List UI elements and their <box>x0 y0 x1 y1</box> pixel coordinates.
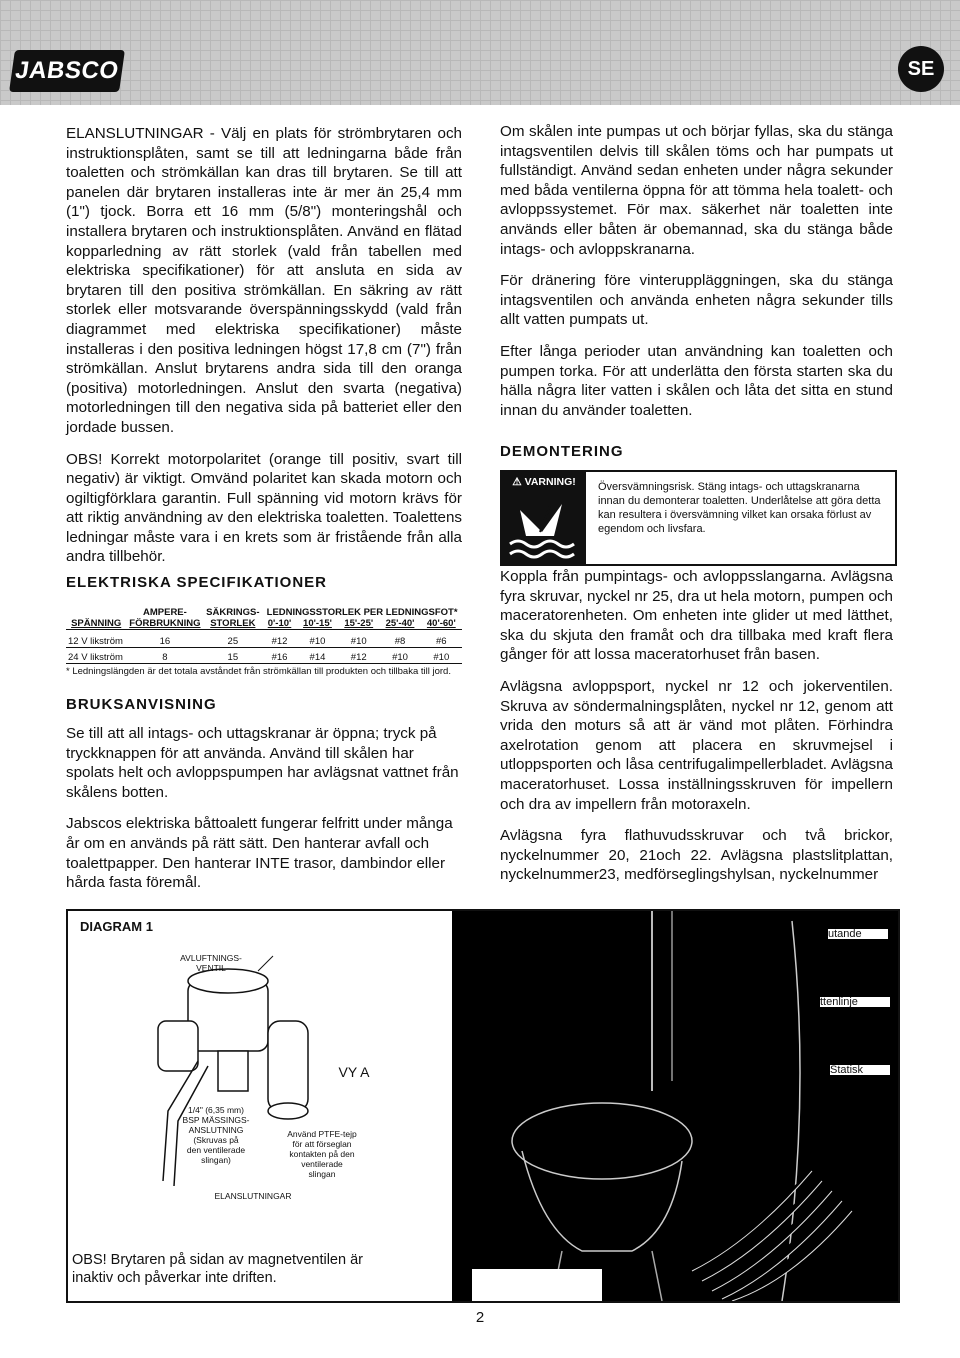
label-vy-a: VY A <box>338 1064 370 1080</box>
table-cell: #10 <box>297 630 338 648</box>
warning-triangle-icon: ⚠ <box>512 476 525 488</box>
table-row <box>66 648 462 664</box>
sinking-boat-icon <box>502 492 586 564</box>
spec-col: 40'-60' <box>426 618 456 629</box>
page-number: 2 <box>475 1309 485 1326</box>
spec-col: 10'-15' <box>303 618 332 629</box>
paragraph-demontering-1: Koppla från pumpintags- och avloppsslangarna. Avlägsna fyra skruvar, nyckel nr 25, dra ut hela motorn, pumpen och maceratorenheten. Om enheten inte glider ut med lätthet, ska du skjuta den framåt och dra tillbaka med kraft flera gånger för att lossa maceratorhuset från basen. <box>500 568 893 664</box>
heading-bruksanvisning: BRUKSANVISNING <box>66 696 217 713</box>
spec-col: FÖRBRUKNING <box>129 618 201 629</box>
diagram-1 <box>66 909 900 1303</box>
table-cell: #12 <box>338 648 379 664</box>
language-badge: SE <box>898 46 944 92</box>
toilet-installation-photo <box>452 911 898 1301</box>
diagram-title: DIAGRAM 1 <box>80 919 153 934</box>
spec-head-ledning: LEDNINGSSTORLEK PER LEDNINGSFOT* <box>266 607 458 618</box>
spec-col: 15'-25' <box>344 618 374 629</box>
label-ptfe-tejp: Använd PTFE-tejp för att förseglan kontakten på den ventilerade slingan <box>287 1129 357 1179</box>
heading-elektriska-specifikationer: ELEKTRISKA SPECIFIKATIONER <box>66 574 328 591</box>
label-bsp-anslutning: 1/4" (6,35 mm) BSP MÄSSINGS- ANSLUTNING (Skruvas på den ventilerade slingan) <box>182 1105 250 1165</box>
spec-footnote: * Ledningslängden är det totala avståndet från strömkällan till produkten och tillbaka till jord. <box>66 663 462 678</box>
table-cell: #8 <box>379 630 420 648</box>
warning-text: Översvämningsrisk. Stäng intags- och uttagskranarna innan du demonterar toaletten. Underlåtelse att göra detta kan resultera i översvämning vilket kan orsaka förlust av egendom och livsfara. <box>598 481 881 535</box>
table-cell: #16 <box>262 648 297 664</box>
header-bar <box>0 0 960 105</box>
warning-label <box>502 472 586 492</box>
table-cell: #6 <box>421 630 462 648</box>
table-cell: #10 <box>338 630 379 648</box>
paragraph-elanslutningar: ELANSLUTNINGAR - Välj en plats för strömbrytaren och instruktionsplåten, samt se till att ledningarna både från toaletten och strömkällan kan dras till brytaren. Se till att panelen där brytaren installeras inte är mer än 25,4 mm (1") tjock. Borra ett 16 mm (5/8") monteringshål och installera brytaren och instruktionsplåten. Använd en flätad kopparledning av rätt storlek (vald från tabellen med elektriska specifikationer) för att ansluta en sida av brytaren till den positiva strömkällan. En säkring av rätt storlek eller motsvarande överspänningsskydd (vald från diagrammet med elektriska specifikationer) måste installeras i den positiva ledningen högst 17,8 cm (7") från strömkällan. Anslut brytarens andra sida till den oranga (positiva) motorledningen. Anslut den svarta (negativa) motorledningen till den negativa sida på batteriet eller den jordade bussen. <box>66 125 462 436</box>
paragraph-right-3: Efter långa perioder utan användning kan toaletten och pumpen torka. För att underlätta den första starten ska du hälla några liter vatten i skålen och låta det sitta en stund innan du använder toaletten. <box>500 342 893 419</box>
spec-col: STORLEK <box>210 618 256 629</box>
label-utande: utande <box>828 929 888 939</box>
table-cell: #14 <box>297 648 338 664</box>
bruk-section <box>66 724 462 905</box>
warning-label-text: VARNING! <box>524 476 576 488</box>
spec-col: SPÄNNING <box>71 618 122 629</box>
paragraph-demontering-2: Avlägsna avloppsport, nyckel nr 12 och jokerventilen. Skruva av söndermalningsplåten, nyckel nr 12, genom att vrida den moturs så att är vänd mot plåten. Förhindra axelrotation genom att placera en skruvmejsel i utloppsporten och låsa centrifugalimpellerbladet. Avlägsna maceratorhuset. Lossa inställningsskruven för impellern och dra av impellern från motoraxeln. <box>500 677 893 813</box>
paragraph-demontering-3: Avlägsna fyra flathuvudsskruvar och två brickor, nyckelnummer 20, 21och 22. Avlägsna plastslitplattan, nyckelnummer23, medförseglingshylsan, nyckelnummer <box>500 827 893 884</box>
spec-head-ampere: AMPERE- <box>143 607 187 618</box>
spec-col: 0'-10' <box>267 618 292 629</box>
jabsco-logo: JABSCO <box>9 50 125 92</box>
warning-box <box>500 470 897 566</box>
table-cell: 24 V likström <box>66 648 126 664</box>
paragraph-bruk-1: Se till att all intags- och uttagskranar är öppna; tryck på tryckknappen för att använda. Använd till skålen har spolats helt och avloppspumpen har avlägsnat vattnet från skålens botten. <box>66 725 459 801</box>
table-cell: 25 <box>203 630 262 648</box>
diagram-obs-note: OBS! Brytaren på sidan av magnetventilen är inaktiv och påverkar inte driften. <box>72 1252 363 1286</box>
table-cell: #10 <box>379 648 420 664</box>
demontering-section <box>500 567 893 897</box>
spec-table <box>66 607 462 663</box>
spec-head-sakring: SÄKRINGS- <box>206 607 260 618</box>
table-cell: #10 <box>421 648 462 664</box>
paragraph-right-2: För dränering före vinteruppläggningen, ska du stänga intagsventilen och använda enheten några sekunder tills allt vatten pumpats ut. <box>500 272 893 329</box>
label-elanslutningar: ELANSLUTNINGAR <box>214 1191 292 1201</box>
paragraph-right-1: Om skålen inte pumpas ut och börjar fyllas, ska du stänga intagsventilen delvis till skålen töms och har pumpats ut fullständigt. Använd sedan enheten under några sekunder med båda ventilerna öppna för att tömma hela toalett- och avloppssystemet. För max. säkerhet när toaletten inte används eller båten är obemannad, ska du stänga både intags- och avloppskranarna. <box>500 123 893 258</box>
paragraph-obs-polarity: OBS! Korrekt motorpolaritet (orange till positiv, svart till negativ) är viktigt. Omvänd polaritet kan skada motorn och ogiltigförklara garantin. Full spänning vid motorn krävs för att riktig användning av den elektriska toaletten. Toalettens ledningar måste vara i en krets som är fristående från alla andra tillbehör. <box>66 450 462 566</box>
table-cell: #12 <box>262 630 297 648</box>
table-cell: 12 V likström <box>66 630 126 648</box>
table-cell: 8 <box>126 648 203 664</box>
table-cell: 16 <box>126 630 203 648</box>
heading-demontering: DEMONTERING <box>500 443 624 460</box>
label-avluftningsventil: AVLUFTNINGS- VENTIL <box>180 953 242 973</box>
left-column <box>66 124 462 579</box>
table-cell: 15 <box>203 648 262 664</box>
spec-col: 25'-40' <box>385 618 415 629</box>
table-row <box>66 630 462 648</box>
paragraph-bruk-2: Jabscos elektriska båttoalett fungerar felfritt under många år om en används på rätt sätt. Den hanterar avfall och toalettpapper. Den hanterar INTE trasor, dambindor eller hårda fasta föremål. <box>66 815 453 892</box>
label-vattenlinje: ttenlinje <box>820 997 890 1007</box>
right-column <box>500 122 893 432</box>
label-statisk: Statisk <box>830 1065 890 1075</box>
